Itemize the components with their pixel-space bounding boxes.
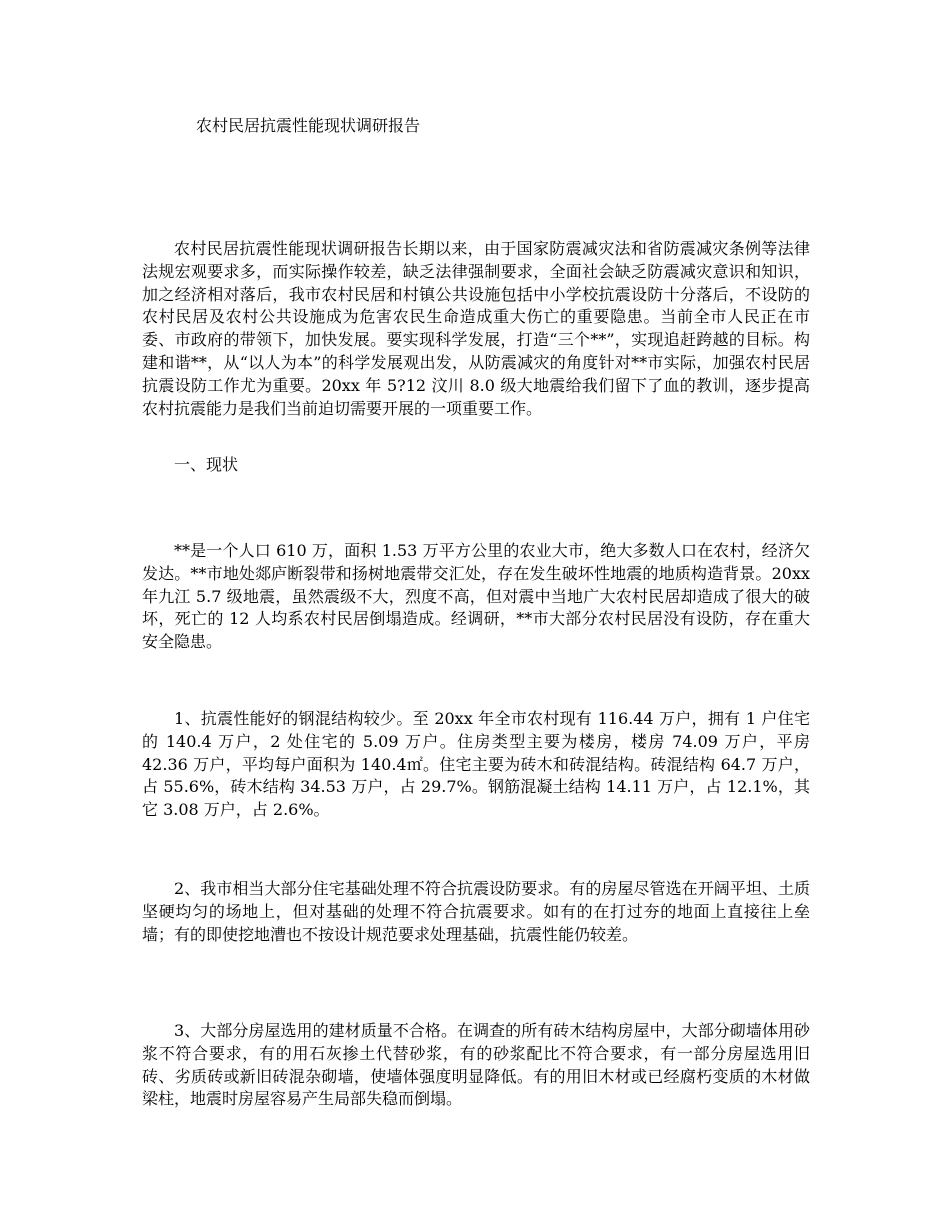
document-title: 农村民居抗震性能现状调研报告 (196, 116, 421, 135)
status-paragraph: **是一个人口 610 万，面积 1.53 万平方公里的农业大市，绝大多数人口在农村，经济欠发达。**市地处郯庐断裂带和扬树地震带交汇处，存在发生破坏性地震的地质构造背景。20xx 年九江 5.7 级地震，虽然震级不大，烈度不高，但对震中当地广大农村民居却造成了很大的破坏，死亡的 12 人均系农村民居倒塌造成。经调研，**市大部分农村民居没有设防，存在重大安全隐患。 (142, 541, 810, 652)
item-3-paragraph: 3、大部分房屋选用的建材质量不合格。在调查的所有砖木结构房屋中，大部分砌墙体用砂浆不符合要求，有的用石灰掺土代替砂浆，有的砂浆配比不符合要求，有一部分房屋选用旧砖、劣质砖或新旧砖混杂砌墙，使墙体强度明显降低。有的用旧木材或已经腐朽变质的木材做梁柱，地震时房屋容易产生局部失稳而倒塌。 (142, 1021, 810, 1109)
item-1-paragraph: 1、抗震性能好的钢混结构较少。至 20xx 年全市农村现有 116.44 万户，拥有 1 户住宅的 140.4 万户，2 处住宅的 5.09 万户。住房类型主要为楼房，楼房 74.09 万户，平房 42.36 万户，平均每户面积为 140.4㎡。住宅主要为砖木和砖混结构。砖混结构 64.7 万户，占 55.6%，砖木结构 34.53 万户，占 29.7%。钢筋混凝土结构 14.11 万户，占 12.1%，其它 3.08 万户，占 2.6%。 (142, 709, 810, 820)
item-2-paragraph: 2、我市相当大部分住宅基础处理不符合抗震设防要求。有的房屋尽管选在开阔平坦、土质坚硬均匀的场地上，但对基础的处理不符合抗震要求。如有的在打过夯的地面上直接往上垒墙；有的即使挖地漕也不按设计规范要求处理基础，抗震性能仍较差。 (142, 879, 810, 944)
section-heading-status: 一、现状 (174, 455, 239, 474)
intro-paragraph: 农村民居抗震性能现状调研报告长期以来，由于国家防震减灾法和省防震减灾条例等法律法规宏观要求多，而实际操作较差，缺乏法律强制要求，全面社会缺乏防震减灾意识和知识，加之经济相对落后，我市农村民居和村镇公共设施包括中小学校抗震设防十分落后，不设防的农村民居及农村公共设施成为危害农民生命造成重大伤亡的重要隐患。当前全市人民正在市委、市政府的带领下，加快发展。要实现科学发展，打造“三个**”，实现追赶跨越的目标。构建和谐**，从“以人为本”的科学发展观出发，从防震减灾的角度针对**市实际，加强农村民居抗震设防工作尤为重要。20xx 年 5?12 汶川 8.0 级大地震给我们留下了血的教训，逐步提高农村抗震能力是我们当前迫切需要开展的一项重要工作。 (142, 239, 810, 418)
